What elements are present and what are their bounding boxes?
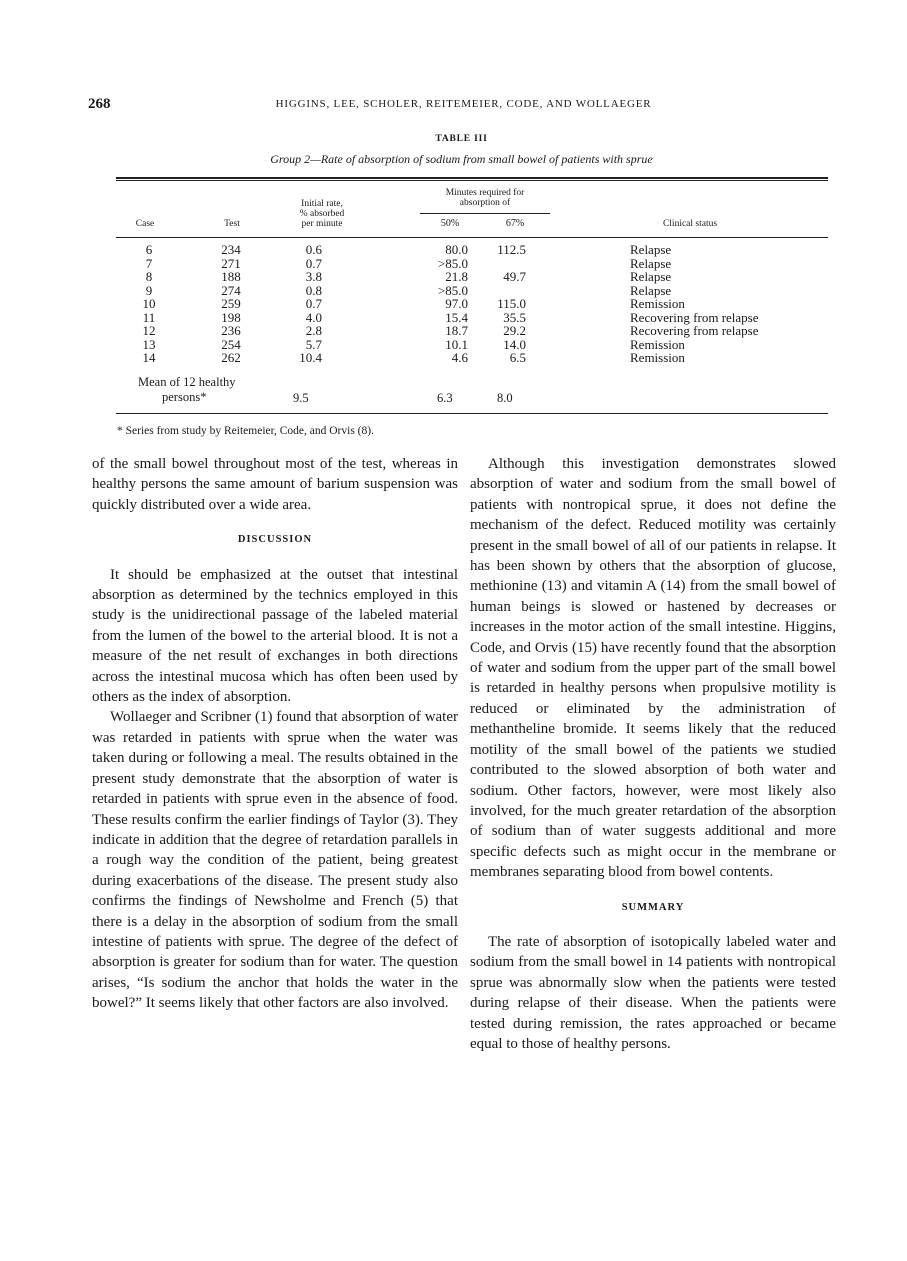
- table-row: [116, 257, 828, 271]
- header-clinical-status: Clinical status: [662, 219, 718, 229]
- cell-test: 234: [221, 242, 241, 257]
- cell-50: 80.0: [445, 242, 468, 257]
- summary-heading: SUMMARY: [621, 901, 685, 913]
- table-row: [116, 284, 828, 298]
- table-row: [116, 270, 828, 284]
- cell-test: 254: [221, 336, 241, 352]
- cell-50: 4.6: [451, 350, 468, 365]
- cell-rate: 4.0: [305, 309, 322, 325]
- cell-rate: 0.6: [305, 242, 322, 257]
- cell-case: 10: [142, 296, 156, 311]
- cell-clinical: Relapse: [630, 269, 672, 284]
- cell-test: 198: [221, 309, 241, 325]
- left-column: [92, 454, 458, 1014]
- cell-67: 112.5: [497, 242, 526, 257]
- cell-case: 7: [145, 255, 153, 271]
- mean-67: 8.0: [497, 391, 513, 405]
- cell-clinical: Remission: [630, 336, 685, 352]
- cell-50: >85.0: [437, 255, 468, 271]
- cell-rate: 0.8: [305, 282, 322, 298]
- cell-50: 21.8: [445, 269, 468, 284]
- cell-test: 271: [221, 255, 241, 271]
- table-label: TABLE III: [435, 134, 488, 144]
- table-row: [116, 311, 828, 325]
- header-case: Case: [135, 219, 155, 229]
- table-row: [116, 297, 828, 311]
- cell-case: 14: [142, 350, 156, 365]
- table-top-rule: [116, 177, 828, 179]
- cell-rate: 0.7: [305, 296, 322, 311]
- mean-label-line2: persons*: [162, 390, 207, 404]
- mean-rate: 9.5: [293, 391, 309, 405]
- table-body: [116, 243, 828, 365]
- paragraph: The rate of absorption of isotopically labeled water and sodium from the small bowel in 14 patients with nontropical sprue was abnormally slow when the patients were tested during relapse of their disease. When the patients were tested during remission, the rates approached or became equal to those of healthy persons.: [470, 933, 836, 1052]
- cell-test: 188: [221, 269, 241, 284]
- page-number: 268: [88, 96, 111, 112]
- cell-clinical: Recovering from relapse: [630, 309, 759, 325]
- cell-67: 49.7: [503, 269, 526, 284]
- table-row: [116, 243, 828, 257]
- cell-50: >85.0: [437, 282, 468, 298]
- header-minutes-required: [410, 188, 560, 208]
- cell-rate: 2.8: [305, 323, 322, 338]
- paragraph: It should be emphasized at the outset that intestinal absorption as determined by the technics employed in this study is the unidirectional passage of the labeled material from the lumen of the bowel to the arterial blood. It is not a measure of the net result of exchanges in both directions across the intestinal mucosa which has often been used by others as the index of absorption.: [92, 566, 458, 706]
- header-minutes-line1: Minutes required for: [445, 188, 525, 198]
- cell-case: 8: [145, 269, 153, 284]
- cell-clinical: Relapse: [630, 242, 672, 257]
- cell-case: 11: [142, 309, 156, 325]
- right-column: [470, 454, 836, 1054]
- cell-50: 97.0: [445, 296, 468, 311]
- cell-67: 6.5: [509, 350, 526, 365]
- header-initial-rate: [282, 199, 362, 229]
- table-row: [116, 351, 828, 365]
- table-row: [116, 338, 828, 352]
- cell-test: 236: [221, 323, 241, 338]
- header-minutes-line2: absorption of: [459, 198, 511, 208]
- cell-case: 12: [142, 323, 156, 338]
- table-header-rule: [116, 237, 828, 238]
- header-rate-line1: Initial rate,: [301, 199, 343, 209]
- cell-67: 35.5: [503, 309, 526, 325]
- cell-rate: 5.7: [305, 336, 322, 352]
- cell-67: 29.2: [503, 323, 526, 338]
- cell-50: 15.4: [445, 309, 468, 325]
- table-top-rule-inner: [116, 180, 828, 181]
- cell-rate: 0.7: [305, 255, 322, 271]
- header-test: Test: [224, 219, 240, 229]
- header-rate-line2: % absorbed: [299, 209, 345, 219]
- cell-rate: 3.8: [305, 269, 322, 284]
- cell-clinical: Recovering from relapse: [630, 323, 759, 338]
- cell-test: 274: [221, 282, 241, 298]
- discussion-heading: DISCUSSION: [237, 534, 313, 546]
- table-bottom-rule: [116, 413, 828, 414]
- paragraph: Wollaeger and Scribner (1) found that absorption of water was retarded in patients with sprue when the water was taken during or following a meal. The results obtained in the present study demonstrate that the absorption of water is retarded in patients with sprue even in the absence of food. These results confirm the earlier findings of Taylor (3). They indicate in addition that the degree of retardation parallels in a rough way the condition of the patient, being greatest during exacerbations of the disease. The present study also confirms the findings of Newsholme and French (5) that there is a delay in the absorption of sodium from the small intestine of patients with sprue. The degree of the defect of absorption is greater for sodium than for water. The question arises, “Is sodium the anchor that holds the water in the bowel?” It seems likely that other factors are also involved.: [92, 709, 458, 1012]
- cell-case: 9: [145, 282, 153, 298]
- cell-clinical: Remission: [630, 296, 685, 311]
- cell-clinical: Remission: [630, 350, 685, 365]
- table-row: [116, 324, 828, 338]
- cell-67: 14.0: [503, 336, 526, 352]
- header-sub-rule: [420, 213, 550, 214]
- running-head: HIGGINS, LEE, SCHOLER, REITEMEIER, CODE, AND WOLLAEGER: [275, 98, 652, 110]
- cell-clinical: Relapse: [630, 282, 672, 298]
- cell-50: 18.7: [445, 323, 468, 338]
- cell-test: 259: [221, 296, 241, 311]
- paragraph: Although this investigation demonstrates slowed absorption of water and sodium from the small bowel of patients with nontropical sprue, it does not define the mechanism of the defect. Reduced motility was certainly present in the small bowel of all of our patients in relapse. It has been shown by others that the absorption of glucose, methionine (13) and vitamin A (14) from the small bowel of human beings is slowed or hastened by decreases or increases in the motor action of the small intestine. Higgins, Code, and Orvis (15) have recently found that the absorption of water and sodium from the upper part of the small bowel is retarded in healthy persons when propulsive motility is reduced or eliminated by the administration of methantheline bromide. It seems likely that the reduced motility of the small bowel of the patients we studied contributed to the slowed absorption of both water and sodium. Other factors, however, were most likely also involved, for the much greater retardation of the absorption of sodium than of water suggests additional and more specific defects such as might occur in the membrane or membranes separating blood from bowel contents.: [470, 456, 836, 881]
- header-67-percent: 67%: [505, 218, 525, 229]
- table-caption: Group 2—Rate of absorption of sodium from small bowel of patients with sprue: [270, 152, 653, 166]
- cell-test: 262: [221, 350, 241, 365]
- table-footnote: * Series from study by Reitemeier, Code, and Orvis (8).: [117, 425, 374, 437]
- header-50-percent: 50%: [440, 218, 460, 229]
- cell-rate: 10.4: [299, 350, 322, 365]
- cell-50: 10.1: [445, 336, 468, 352]
- cell-case: 6: [145, 242, 153, 257]
- mean-row-label: [138, 375, 236, 405]
- header-rate-line3: per minute: [301, 219, 343, 229]
- mean-50: 6.3: [437, 391, 453, 405]
- cell-clinical: Relapse: [630, 255, 672, 271]
- cell-case: 13: [142, 336, 156, 352]
- cell-67: 115.0: [497, 296, 526, 311]
- mean-label-line1: Mean of 12 healthy: [138, 375, 236, 389]
- paragraph: of the small bowel throughout most of the test, whereas in healthy persons the same amount of barium suspension was quickly distributed over a wide area.: [92, 456, 458, 513]
